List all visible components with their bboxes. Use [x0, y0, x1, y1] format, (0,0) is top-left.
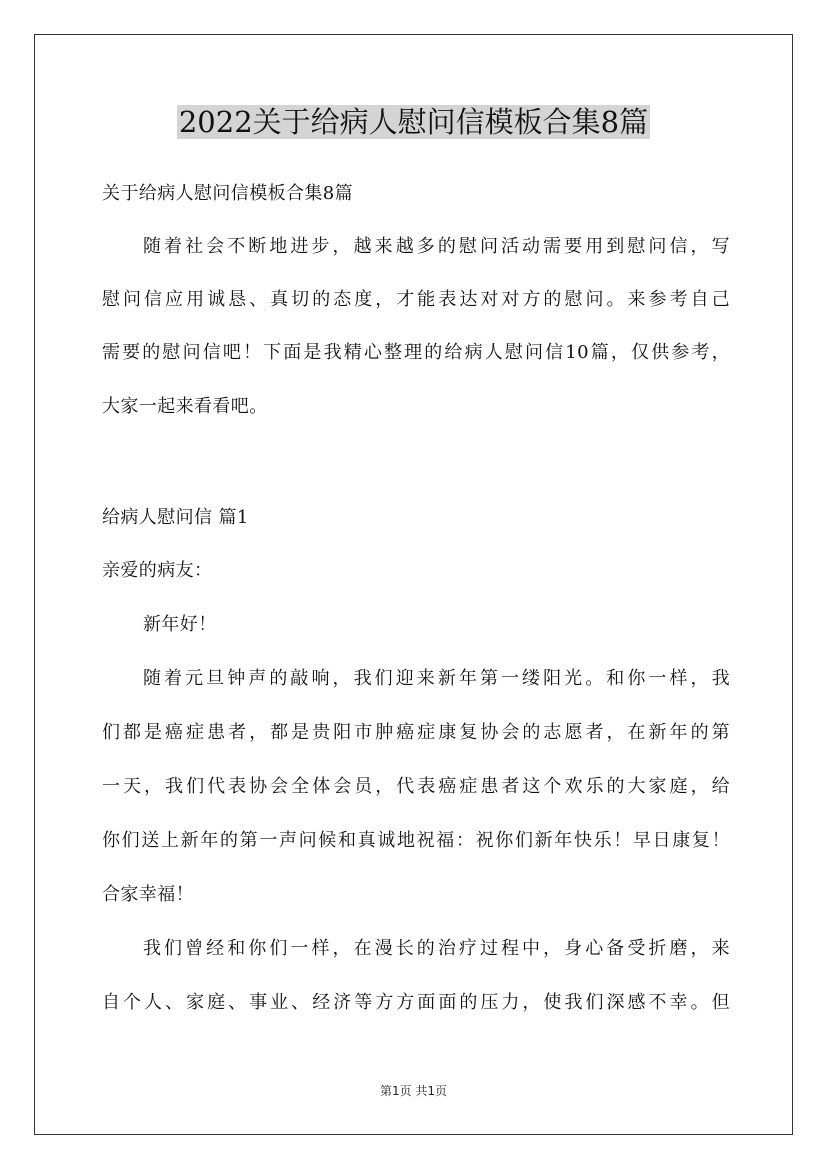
greeting: 新年好！ — [143, 614, 217, 635]
paragraph1-line-2: 们都是癌症患者，都是贵阳市肿癌症康复协会的志愿者，在新年的第 — [102, 722, 730, 743]
paragraph1-line-1: 随着元旦钟声的敲响，我们迎来新年第一缕阳光。和你一样，我 — [143, 668, 730, 689]
salutation: 亲爱的病友： — [102, 560, 213, 581]
paragraph2-line-2: 自个人、家庭、事业、经济等方方面面的压力，使我们深感不幸。但 — [102, 992, 730, 1013]
section-heading: 给病人慰问信 篇1 — [102, 507, 249, 528]
document-title-text: 2022关于给病人慰问信模板合集8篇 — [178, 105, 649, 139]
intro-line-2: 慰问信应用诚恳、真切的态度，才能表达对对方的慰问。来参考自己 — [102, 289, 730, 310]
paragraph1-line-4: 你们送上新年的第一声问候和真诚地祝福：祝你们新年快乐！早日康复！ — [102, 830, 730, 851]
paragraph1-line-3: 一天，我们代表协会全体会员，代表癌症患者这个欢乐的大家庭，给 — [102, 776, 730, 797]
intro-line-3: 需要的慰问信吧！下面是我精心整理的给病人慰问信10篇，仅供参考， — [102, 342, 730, 363]
intro-line-1: 随着社会不断地进步，越来越多的慰问活动需要用到慰问信，写 — [143, 236, 730, 257]
document-title — [0, 100, 827, 144]
document-subtitle: 关于给病人慰问信模板合集8篇 — [102, 183, 354, 204]
paragraph1-line-5: 合家幸福！ — [102, 884, 194, 905]
paragraph2-line-1: 我们曾经和你们一样，在漫长的治疗过程中，身心备受折磨，来 — [143, 938, 730, 959]
intro-line-4: 大家一起来看看吧。 — [102, 396, 268, 417]
page-footer: 第1页 共1页 — [379, 1084, 448, 1098]
